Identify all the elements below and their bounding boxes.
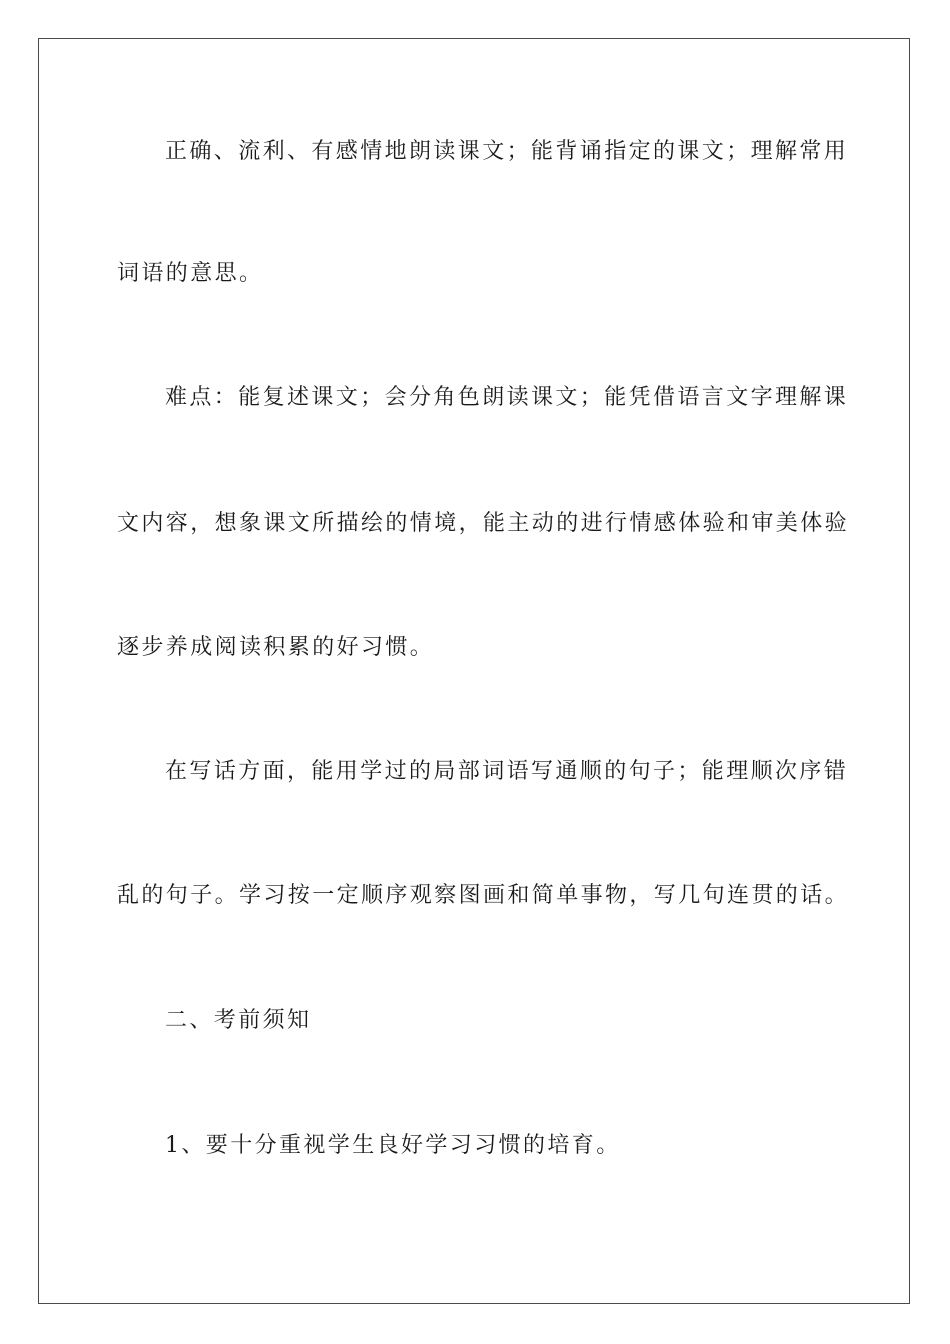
paragraph-line: 乱的句子。学习按一定顺序观察图画和简单事物，写几句连贯的话。	[117, 883, 850, 908]
paragraph-line: 文内容，想象课文所描绘的情境，能主动的进行情感体验和审美体验	[117, 511, 850, 536]
paragraph-line: 正确、流利、有感情地朗读课文；能背诵指定的课文；理解常用	[165, 139, 849, 164]
section-heading: 二、考前须知	[165, 1008, 312, 1033]
list-item: 1、要十分重视学生良好学习习惯的培育。	[165, 1133, 621, 1158]
paragraph-line: 在写话方面，能用学过的局部词语写通顺的句子；能理顺次序错	[165, 759, 849, 784]
paragraph-line: 词语的意思。	[117, 261, 264, 286]
paragraph-line: 难点：能复述课文；会分角色朗读课文；能凭借语言文字理解课	[165, 385, 849, 410]
page-border	[38, 38, 910, 1304]
paragraph-line: 逐步养成阅读积累的好习惯。	[117, 635, 435, 660]
